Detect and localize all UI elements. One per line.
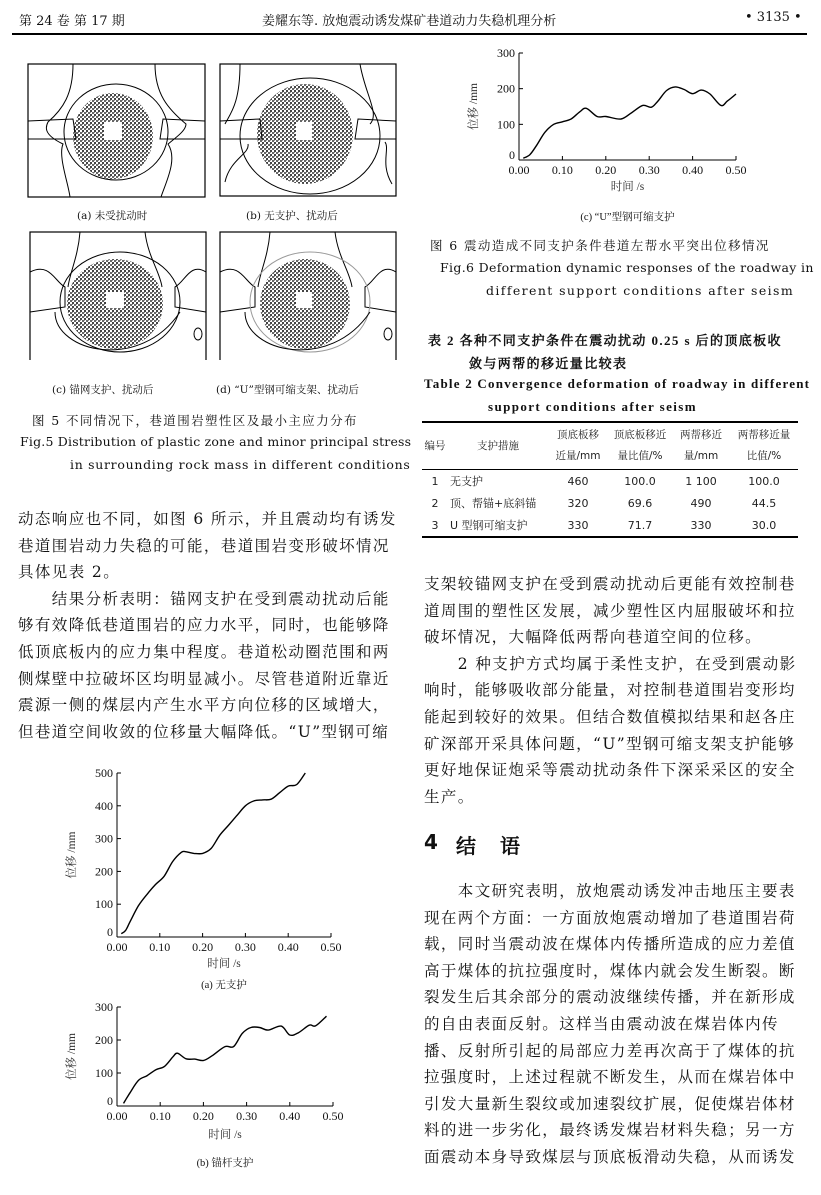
body-right-line: 引发大量新生裂纹或加速裂纹扩展，促使煤岩体材 xyxy=(424,1094,796,1113)
body-right-line: 料的进一步劣化，最终诱发煤岩材料失稳；另一方 xyxy=(424,1121,796,1140)
x-tick-label: 0.00 xyxy=(106,940,128,954)
figure5-label-a: (a) 未受扰动时 xyxy=(77,210,148,222)
body-right-1 xyxy=(424,571,809,810)
body-right-line: 面震动本身导致煤层与顶底板滑动失稳，从而诱发 xyxy=(424,1147,796,1166)
y-tick-label: 200 xyxy=(95,1033,113,1047)
figure5-label-b: (b) 无支护、扰动后 xyxy=(246,210,338,222)
x-tick-label: 0.30 xyxy=(234,940,256,954)
y-tick-label: 400 xyxy=(95,798,113,813)
x-tick-label: 0.40 xyxy=(279,1109,301,1123)
table-cell: 顶、帮锚+底斜锚 xyxy=(450,497,537,510)
body-right-line: 生产。 xyxy=(424,787,475,806)
table-cell: 69.6 xyxy=(627,496,653,510)
table-cell: 无支护 xyxy=(450,475,483,488)
table2-header-row xyxy=(422,422,798,470)
header-rule xyxy=(12,33,807,35)
x-tick-label: 0.20 xyxy=(192,1109,214,1123)
x-tick-label: 0.00 xyxy=(106,1109,128,1123)
table-cell: 44.5 xyxy=(751,496,777,510)
body-right-line: 能起到较好的效果。但结合数值模拟结果和赵各庄 xyxy=(424,707,796,726)
x-tick-label: 0.50 xyxy=(322,1109,344,1123)
table2-header-measure: 支护措施 xyxy=(477,439,519,452)
y-tick-label: 300 xyxy=(497,46,515,60)
table2-header-roof-floor-ratio: 顶底板移近 量比值/% xyxy=(613,429,667,462)
x-tick-label: 0.20 xyxy=(192,940,214,954)
table2-header-id: 编号 xyxy=(424,439,446,452)
table-cell: U 型钢可缩支护 xyxy=(450,519,528,532)
table-cell: 330 xyxy=(690,518,712,532)
table-cell: 330 xyxy=(567,518,589,532)
body-left-line: 巷道围岩动力失稳的可能，巷道围岩变形破坏情况 xyxy=(18,536,390,555)
x-tick-label: 0.50 xyxy=(320,940,342,954)
y-tick-label: 100 xyxy=(95,897,113,912)
y-tick-label: 200 xyxy=(95,864,113,879)
x-tick-label: 0.10 xyxy=(551,163,573,177)
y-tick-label: 500 xyxy=(95,766,113,780)
x-axis-label: 时间 /s xyxy=(207,958,241,970)
table-cell: 30.0 xyxy=(751,518,777,532)
body-right-line: 本文研究表明，放炮震动诱发冲击地压主要表 xyxy=(424,882,796,900)
y-tick-label: 0 xyxy=(107,1094,113,1108)
section-number: 4 xyxy=(424,830,438,854)
figure5-caption-en-1: Fig.5 Distribution of plastic zone and minor principal stress xyxy=(20,434,412,449)
body-left-line: 低顶底板内的应力集中程度。巷道松动圈范围和两 xyxy=(18,642,390,661)
body-right-line: 支架较锚网支护在受到震动扰动后更能有效控制巷 xyxy=(424,575,796,593)
chart-b xyxy=(60,998,350,1178)
figure5-panel-d xyxy=(220,232,396,360)
x-tick-label: 0.20 xyxy=(595,163,617,177)
y-tick-label: 100 xyxy=(497,117,515,132)
y-tick-label: 300 xyxy=(95,1000,113,1014)
chart-a xyxy=(60,760,350,992)
table-cell: 1 100 xyxy=(685,474,717,488)
body-right-line: 2 种支护方式均属于柔性支护，在受到震动影 xyxy=(424,654,797,673)
table2-header-sides-ratio: 两帮移近量 比值/% xyxy=(737,429,791,462)
body-right-line: 现在两个方面：一方面放炮震动增加了巷道围岩荷 xyxy=(424,908,796,927)
body-right-line: 道周围的塑性区发展，减少塑性区内屈服破坏和拉 xyxy=(424,601,796,620)
table-cell: 490 xyxy=(690,496,712,510)
table-row xyxy=(422,514,798,537)
figure5-panel-c xyxy=(30,232,206,360)
y-tick-label: 0 xyxy=(509,148,515,162)
y-tick-label: 0 xyxy=(107,925,113,939)
y-tick-label: 100 xyxy=(95,1066,113,1080)
series-line xyxy=(121,773,305,934)
table-cell: 460 xyxy=(567,474,589,488)
y-tick-label: 200 xyxy=(497,81,515,96)
body-right-line: 破坏情况，大幅降低两帮向巷道空间的位移。 xyxy=(424,628,763,647)
table-cell: 320 xyxy=(567,496,589,510)
header-running-title: 姜耀东等. 放炮震动诱发煤矿巷道动力失稳机理分析 xyxy=(262,14,557,29)
body-right-line: 裂发生后其余部分的震动波继续传播，并在新形成 xyxy=(424,988,796,1007)
table-cell: 100.0 xyxy=(624,474,656,488)
body-right-line: 响时，能够吸收部分能量，对控制巷道围岩变形均 xyxy=(424,681,796,700)
series-line xyxy=(523,87,736,158)
y-tick-label: 300 xyxy=(95,831,113,846)
table2-header-sides-mm: 两帮移近 量/mm xyxy=(680,429,722,462)
figure6-caption-en-1: Fig.6 Deformation dynamic responses of the roadway in xyxy=(440,260,814,275)
header-volume-issue: 第 24 卷 第 17 期 xyxy=(19,14,125,29)
chart-c xyxy=(420,40,800,230)
body-left-line: 但巷道空间收敛的位移量大幅降低。“U”型钢可缩 xyxy=(18,722,390,741)
y-axis-label: 位移 /mm xyxy=(468,83,480,130)
figure5-caption-en-2: in surrounding rock mass in different conditions xyxy=(70,457,411,472)
table2-title-cn-1: 表 2 各种不同支护条件在震动扰动 0.25 s 后的顶底板收 xyxy=(428,333,782,348)
x-tick-label: 0.40 xyxy=(277,940,299,954)
figure5-label-c: (c) 锚网支护、扰动后 xyxy=(52,384,154,396)
header-page-number: • 3135 • xyxy=(745,10,802,25)
body-left-line: 够有效降低巷道围岩的应力水平，同时，也能够降 xyxy=(18,616,390,635)
x-tick-label: 0.10 xyxy=(149,940,171,954)
body-left-line: 具体见表 2。 xyxy=(18,563,121,582)
table-cell: 1 xyxy=(431,474,439,488)
body-left-line: 动态响应也不同，如图 6 所示，并且震动均有诱发 xyxy=(18,510,397,528)
x-axis-label: 时间 /s xyxy=(610,181,645,193)
table2-title-en-2: support conditions after seism xyxy=(488,399,697,414)
figure5-panel-a xyxy=(28,64,205,197)
table2-title-en-1: Table 2 Convergence deformation of roadway in different xyxy=(424,376,811,391)
body-right-line: 播、反射所引起的局部应力差再次高于了煤体的抗 xyxy=(424,1041,796,1060)
body-left-line: 侧煤壁中拉破坏区均明显减小。尽管巷道附近靠近 xyxy=(18,669,390,688)
table-cell: 3 xyxy=(431,518,439,532)
chart-panel-label: (c) “U”型钢可缩支护 xyxy=(580,212,675,223)
x-tick-label: 0.10 xyxy=(149,1109,171,1123)
figure5-panel-b xyxy=(220,64,396,196)
section-title: 结 语 xyxy=(456,834,522,858)
x-axis-label: 时间 /s xyxy=(208,1129,242,1141)
figure5-caption-cn: 图 5 不同情况下，巷道围岩塑性区及最小主应力分布 xyxy=(32,413,358,428)
table-row xyxy=(422,492,798,514)
body-left xyxy=(18,506,403,745)
x-tick-label: 0.30 xyxy=(236,1109,258,1123)
table2-title-cn-2: 敛与两帮的移近量比较表 xyxy=(469,356,628,371)
body-right-line: 高于煤体的抗拉强度时，煤体内就会发生断裂。断 xyxy=(424,961,796,980)
table2-header-roof-floor-mm: 顶底板移 近量/mm xyxy=(555,429,601,462)
body-left-line: 震源一侧的煤层内产生水平方向位移的区域增大， xyxy=(18,696,390,715)
body-right-2 xyxy=(424,878,809,1171)
chart-panel-label: (a) 无支护 xyxy=(201,980,247,991)
body-right-line: 拉强度时，上述过程就不断发生，从而在煤岩体中 xyxy=(424,1068,796,1087)
x-tick-label: 0.00 xyxy=(508,163,530,177)
series-line xyxy=(124,1016,327,1103)
table-cell: 2 xyxy=(431,496,439,510)
body-right-line: 矿深部开采具体问题，“U”型钢可缩支架支护能够 xyxy=(424,734,796,753)
table-cell: 71.7 xyxy=(627,518,653,532)
table-row xyxy=(422,470,798,493)
x-tick-label: 0.30 xyxy=(638,163,660,177)
figure6-caption-cn: 图 6 震动造成不同支护条件巷道左帮水平突出位移情况 xyxy=(430,238,770,253)
body-left-line: 结果分析表明：锚网支护在受到震动扰动后能 xyxy=(18,589,390,608)
table2 xyxy=(422,421,798,538)
x-tick-label: 0.40 xyxy=(682,163,704,177)
figure6-caption-en-2: different support conditions after seism xyxy=(486,283,795,298)
y-axis-label: 位移 /mm xyxy=(66,1033,78,1080)
body-right-line: 更好地保证炮采等震动扰动条件下深采采区的安全 xyxy=(424,761,796,780)
table-cell: 100.0 xyxy=(748,474,780,488)
figure5-label-d: (d) “U”型钢可缩支架、扰动后 xyxy=(216,384,359,396)
chart-panel-label: (b) 锚杆支护 xyxy=(196,1158,254,1169)
figure5-panels xyxy=(0,40,410,360)
y-axis-label: 位移 /mm xyxy=(66,831,78,879)
body-right-line: 的自由表面反射。这样当由震动波在煤岩体内传 xyxy=(424,1014,779,1033)
x-tick-label: 0.50 xyxy=(725,163,747,177)
body-right-line: 载，同时当震动波在煤体内传播所造成的应力差值 xyxy=(424,935,796,954)
